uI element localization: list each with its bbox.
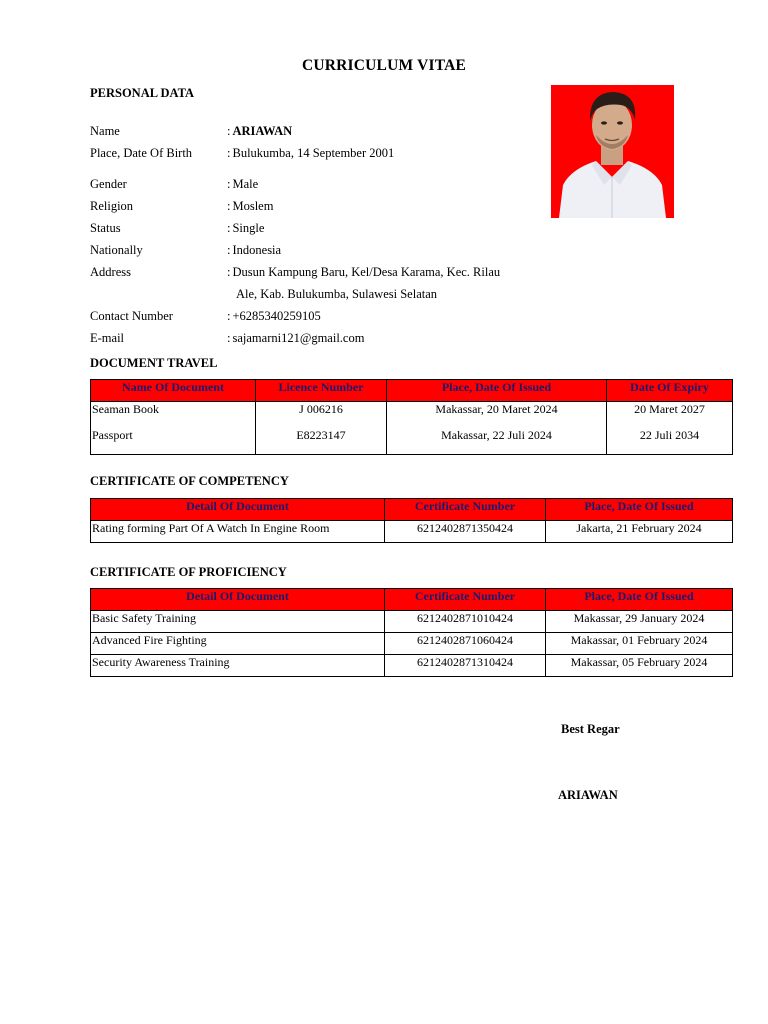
email-value: : sajamarni121@gmail.com: [227, 331, 365, 345]
email-text: sajamarni121@gmail.com: [232, 331, 365, 345]
birth-text: Bulukumba, 14 September 2001: [232, 146, 395, 160]
status-text: Single: [232, 221, 265, 235]
gender-value: : Male: [227, 177, 259, 191]
document-travel-heading: DOCUMENT TRAVEL: [90, 356, 218, 370]
person-portrait-icon: [551, 85, 674, 218]
column-header: Detail Of Document: [91, 589, 385, 611]
birth-label: Place, Date Of Birth: [90, 146, 193, 160]
nationality-text: Indonesia: [232, 243, 282, 257]
gender-label: Gender: [90, 177, 127, 191]
table-cell: Advanced Fire Fighting: [91, 633, 385, 655]
column-header: Certificate Number: [385, 589, 546, 611]
column-header: Place, Date Of Issued: [387, 380, 607, 402]
competency-table: [90, 498, 733, 543]
address-value: : Dusun Kampung Baru, Kel/Desa Karama, Kec. Rilau: [227, 265, 501, 279]
name-value: : ARIAWAN: [227, 124, 293, 138]
birth-value: : Bulukumba, 14 September 2001: [227, 146, 395, 160]
closing-greeting: Best Regar: [561, 722, 620, 736]
table-row: [91, 633, 733, 655]
table-cell: 6212402871010424: [385, 611, 546, 633]
name-text: ARIAWAN: [232, 124, 293, 138]
table-row: [91, 521, 733, 543]
table-row: [91, 428, 733, 455]
signature-name: ARIAWAN: [558, 788, 618, 802]
table-cell: E8223147: [256, 428, 387, 455]
religion-text: Moslem: [232, 199, 274, 213]
table-header-row: [91, 380, 733, 402]
name-label: Name: [90, 124, 120, 138]
competency-heading: CERTIFICATE OF COMPETENCY: [90, 474, 289, 488]
table-cell: 6212402871310424: [385, 655, 546, 677]
column-header: Licence Number: [256, 380, 387, 402]
status-label: Status: [90, 221, 121, 235]
gender-text: Male: [232, 177, 259, 191]
table-cell: Makassar, 20 Maret 2024: [387, 402, 607, 428]
proficiency-heading: CERTIFICATE OF PROFICIENCY: [90, 565, 287, 579]
religion-value: : Moslem: [227, 199, 274, 213]
contact-text: +6285340259105: [232, 309, 321, 323]
table-cell: Makassar, 22 Juli 2024: [387, 428, 607, 455]
column-header: Date Of Expiry: [607, 380, 733, 402]
column-header: Certificate Number: [385, 499, 546, 521]
table-row: [91, 611, 733, 633]
column-header: Name Of Document: [91, 380, 256, 402]
table-cell: Security Awareness Training: [91, 655, 385, 677]
table-cell: Seaman Book: [91, 402, 256, 428]
table-row: [91, 655, 733, 677]
religion-label: Religion: [90, 199, 134, 213]
document-title: CURRICULUM VITAE: [301, 57, 467, 74]
table-cell: 6212402871060424: [385, 633, 546, 655]
nationality-value: : Indonesia: [227, 243, 282, 257]
column-header: Place, Date Of Issued: [546, 499, 733, 521]
table-cell: Makassar, 29 January 2024: [546, 611, 733, 633]
table-cell: Passport: [91, 428, 256, 455]
table-header-row: [91, 499, 733, 521]
contact-label: Contact Number: [90, 309, 173, 323]
status-value: : Single: [227, 221, 265, 235]
table-cell: Makassar, 05 February 2024: [546, 655, 733, 677]
profile-photo: [551, 85, 674, 218]
table-cell: Makassar, 01 February 2024: [546, 633, 733, 655]
table-header-row: [91, 589, 733, 611]
table-row: [91, 402, 733, 428]
column-header: Place, Date Of Issued: [546, 589, 733, 611]
personal-data-heading: PERSONAL DATA: [90, 86, 195, 100]
table-cell: 20 Maret 2027: [607, 402, 733, 428]
document-travel-table: [90, 379, 733, 455]
nationality-label: Nationally: [90, 243, 143, 257]
address-label: Address: [90, 265, 131, 279]
table-cell: Rating forming Part Of A Watch In Engine Room: [91, 521, 385, 543]
address-text-line2: Ale, Kab. Bulukumba, Sulawesi Selatan: [236, 287, 438, 301]
contact-value: : +6285340259105: [227, 309, 321, 323]
table-cell: Basic Safety Training: [91, 611, 385, 633]
table-cell: J 006216: [256, 402, 387, 428]
table-cell: 6212402871350424: [385, 521, 546, 543]
proficiency-table: [90, 588, 733, 677]
column-header: Detail Of Document: [91, 499, 385, 521]
table-cell: Jakarta, 21 February 2024: [546, 521, 733, 543]
email-label: E-mail: [90, 331, 125, 345]
address-text-line1: Dusun Kampung Baru, Kel/Desa Karama, Kec. Rilau: [232, 265, 501, 279]
table-cell: 22 Juli 2034: [607, 428, 733, 455]
